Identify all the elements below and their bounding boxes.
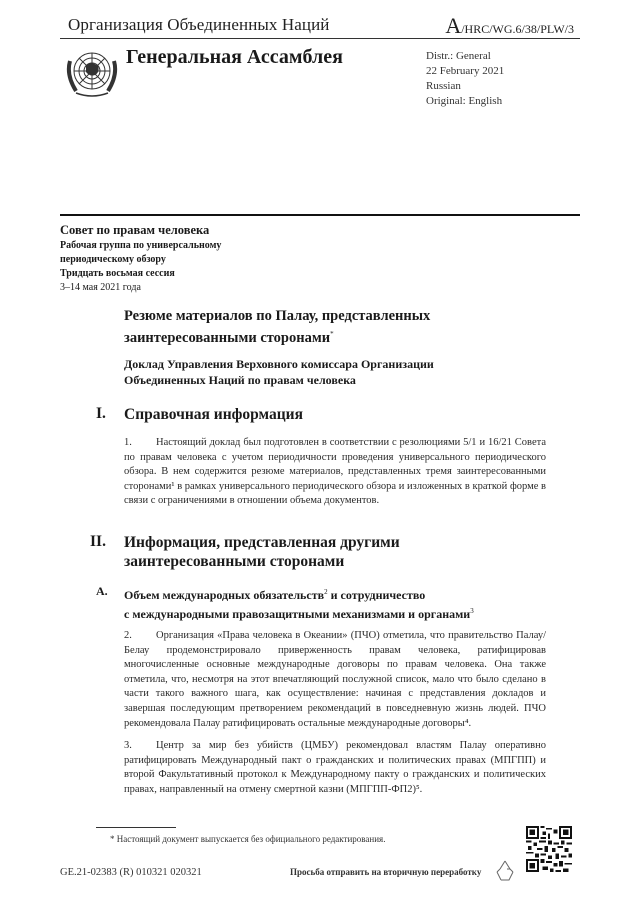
symbol-prefix: A [445,13,462,38]
paragraph-text: Настоящий доклад был подготовлен в соответствии с резолюциями 5/1 и 16/21 Совета по правам человека с учетом периодичности проведения универсального периодического обзора. В нем содержится резюме материалов, представленных тремя заинтересованными сторонами¹ в рамках универсального периодического обзора и изложенных в краткой форме в связи с ограничениями в отношении объема документов. [124,437,546,507]
paragraph-1 [124,436,546,509]
council-block [60,223,221,295]
document-number: GE.21-02383 (R) 010321 020321 [60,867,202,878]
paragraph-text: Организация «Права человека в Океании» (ПЧО) отметила, что правительство Палау/Белау продемонстрировало приверженность правам человека, ратифицировав многочисленные основные международные договоры по правам человека. Она также отметила, что, несмотря на этот впечатляющий послужной список, мало что было сделано в части такого важного шага, как осуществление: начиная с представления докладов и завершая последующим претворением рекомендаций в повседневную жизнь людей. ПЧО рекомендовала Палау ратифицировать остальные международные договоры⁴. [124,630,546,729]
council-name: Совет по правам человека [60,223,210,237]
section-2-title-line2: заинтересованными сторонами [124,553,345,570]
recycle-notice: Просьба отправить на вторичную переработку [290,867,482,877]
subsection-a-number: A. [96,584,108,598]
title-line2: заинтересованными сторонами [124,329,331,346]
title-footnote-mark[interactable]: * [330,330,334,338]
header-rule [60,38,580,39]
footnote-separator [96,827,176,828]
session: Тридцать восьмая сессия [60,268,175,279]
paragraph-3 [124,739,546,797]
distribution-info [426,49,504,109]
original-language-line: Original: English [426,95,503,107]
body-title: Генеральная Ассамблея [126,46,343,68]
paragraph-2 [124,629,546,731]
paragraph-number: 1. [124,437,132,448]
subtitle-line2: Объединенных Наций по правам человека [124,373,356,387]
qr-code-icon [526,826,572,872]
paragraph-text: Центр за мир без убийств (ЦМБУ) рекомендовал властям Палау оперативно ратифицировать Международный пакт о гражданских и политических правах (МПГПП) и второй Факультативный протокол к Международному пакту о гражданских и политических правах, направленный на отмену смертной казни (МПГПП-ФП2)⁵. [124,740,546,795]
organization-name: Организация Объединенных Наций [68,15,330,34]
paragraph-number: 3. [124,740,132,751]
date-line: 22 February 2021 [426,65,505,77]
section-2-number: II. [90,533,106,550]
section-2-title [124,533,400,571]
distribution-line: Distr.: General [426,50,491,62]
footnote-ref-2[interactable]: 2 [324,588,328,596]
document-subtitle [124,356,434,388]
section-2-title-line1: Информация, представленная другими [124,534,400,551]
subsection-a-line1b: и сотрудничество [327,588,426,602]
paragraph-number: 2. [124,630,132,641]
section-1-number: I. [96,405,106,422]
subsection-a-line1: Объем международных обязательств [124,588,325,602]
footnote-star: * Настоящий документ выпускается без официального редактирования. [110,834,386,844]
title-line1: Резюме материалов по Палау, представленных [124,308,431,324]
un-emblem-icon [64,43,120,99]
footnote-ref-3[interactable]: 3 [470,607,474,615]
recycle-icon [492,858,518,884]
subsection-a-title [124,584,474,622]
section-1-title: Справочная информация [124,406,303,423]
document-symbol [445,13,574,39]
working-group-line2: периодическому обзору [60,254,166,265]
subsection-a-line2: с международными правозащитными механизмами и органами [124,607,471,621]
subtitle-line1: Доклад Управления Верховного комиссара Организации [124,357,434,371]
language-line: Russian [426,80,461,92]
masthead-rule [60,214,580,216]
session-dates: 3–14 мая 2021 года [60,282,141,293]
symbol-rest: /HRC/WG.6/38/PLW/3 [461,22,574,36]
document-title [124,307,430,347]
working-group-line1: Рабочая группа по универсальному [60,240,222,251]
